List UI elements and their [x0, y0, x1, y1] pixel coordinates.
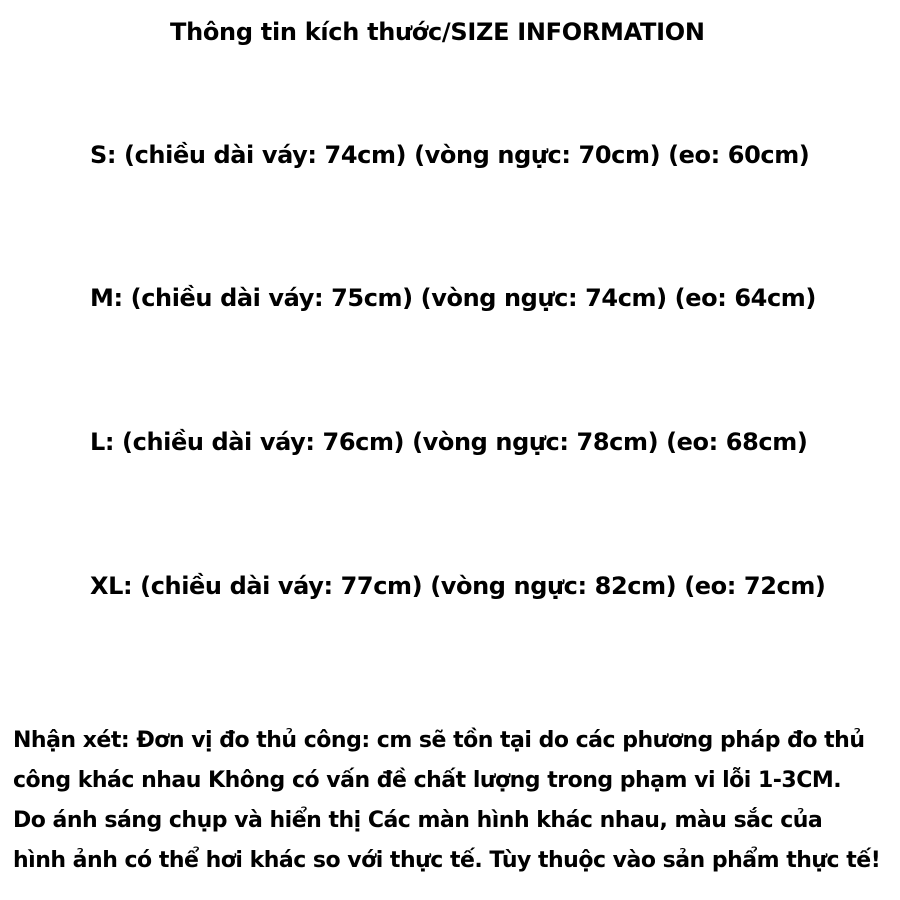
note-line-3: Do ánh sáng chụp và hiển thị Các màn hình khác nhau, màu sắc của: [13, 808, 823, 833]
measurement-note: [13, 721, 888, 881]
size-m-info: M: (chiều dài váy: 75cm) (vòng ngực: 74cm) (eo: 64cm): [90, 284, 816, 312]
note-line-1: Nhận xét: Đơn vị đo thủ công: cm sẽ tồn tại do các phương pháp đo thủ: [13, 728, 865, 753]
page-title: Thông tin kích thước/SIZE INFORMATION: [170, 18, 705, 46]
note-line-4: hình ảnh có thể hơi khác so với thực tế. Tùy thuộc vào sản phẩm thực tế!: [13, 848, 881, 873]
size-s-info: S: (chiều dài váy: 74cm) (vòng ngực: 70cm) (eo: 60cm): [90, 141, 810, 169]
size-l-info: L: (chiều dài váy: 76cm) (vòng ngực: 78cm) (eo: 68cm): [90, 428, 808, 456]
size-xl-info: XL: (chiều dài váy: 77cm) (vòng ngực: 82cm) (eo: 72cm): [90, 572, 826, 600]
note-line-2: công khác nhau Không có vấn đề chất lượng trong phạm vi lỗi 1-3CM.: [13, 768, 842, 793]
